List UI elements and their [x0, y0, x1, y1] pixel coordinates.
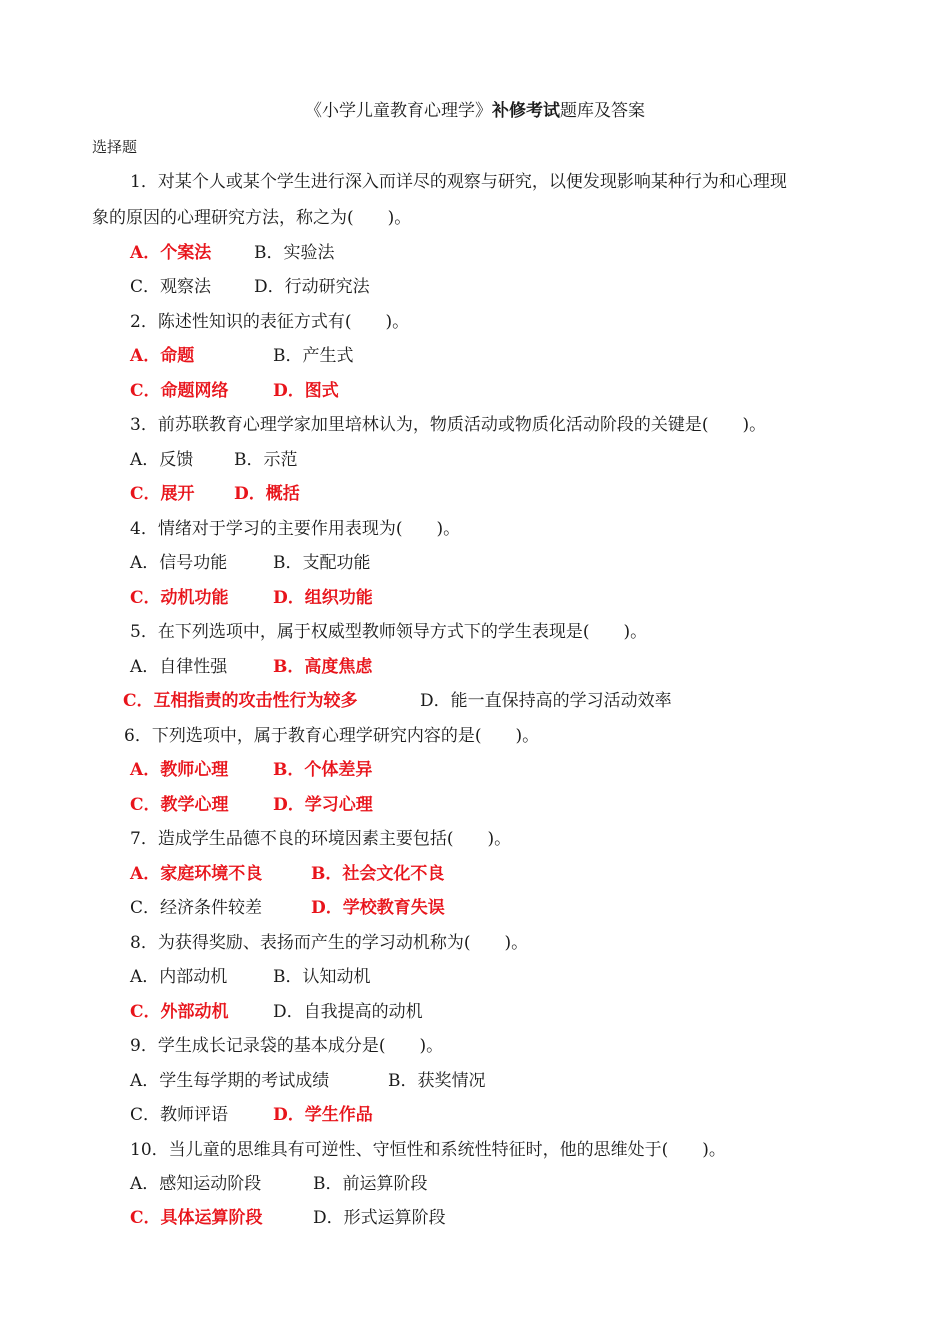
option-2c: C．命题网络	[130, 381, 229, 401]
option-6a: A．教师心理	[130, 760, 229, 780]
question-7-line-1: 7．造成学生品德不良的环境因素主要包括( )。	[130, 829, 512, 849]
option-4d: D．组织功能	[273, 588, 373, 608]
question-10-line-1: 10．当儿童的思维具有可逆性、守恒性和系统性特征时，他的思维处于( )。	[130, 1140, 726, 1160]
question-6-line-1: 6．下列选项中，属于教育心理学研究内容的是( )。	[124, 726, 540, 746]
option-1b: B．实验法	[254, 243, 335, 263]
option-4b: B．支配功能	[273, 553, 371, 573]
title-part3: 题库及答案	[560, 101, 645, 121]
question-4-line-1: 4．情绪对于学习的主要作用表现为( )。	[130, 519, 461, 539]
option-5d: D．能一直保持高的学习活动效率	[420, 691, 672, 711]
option-8a: A．内部动机	[130, 967, 228, 987]
question-8-line-1: 8．为获得奖励、表扬而产生的学习动机称为( )。	[130, 933, 529, 953]
option-7c: C．经济条件较差	[130, 898, 263, 918]
option-6b: B．个体差异	[273, 760, 373, 780]
option-8c: C．外部动机	[130, 1002, 229, 1022]
question-5-line-1: 5．在下列选项中，属于权威型教师领导方式下的学生表现是( )。	[130, 622, 648, 642]
option-1a: A．个案法	[130, 243, 212, 263]
question-9-line-1: 9．学生成长记录袋的基本成分是( )。	[130, 1036, 444, 1056]
title-part2: 补修考试	[492, 101, 560, 121]
option-8b: B．认知动机	[273, 967, 371, 987]
question-1-line-1: 1．对某个人或某个学生进行深入而详尽的观察与研究，以便发现影响某种行为和心理现	[130, 172, 787, 192]
option-3a: A．反馈	[130, 450, 194, 470]
option-4a: A．信号功能	[130, 553, 228, 573]
option-7b: B．社会文化不良	[311, 864, 445, 884]
question-2-line-1: 2．陈述性知识的表征方式有( )。	[130, 312, 410, 332]
option-6c: C．教学心理	[130, 795, 229, 815]
option-9c: C．教师评语	[130, 1105, 229, 1125]
question-3-line-1: 3．前苏联教育心理学家加里培林认为，物质活动或物质化活动阶段的关键是( )。	[130, 415, 767, 435]
option-4c: C．动机功能	[130, 588, 229, 608]
title-part1: 《小学儿童教育心理学》	[305, 101, 492, 121]
question-1-line-2: 象的原因的心理研究方法，称之为( )。	[92, 208, 412, 228]
option-5b: B．高度焦虑	[273, 657, 373, 677]
option-10d: D．形式运算阶段	[313, 1208, 446, 1228]
option-2a: A．命题	[130, 346, 195, 366]
option-6d: D．学习心理	[273, 795, 373, 815]
page-title	[0, 98, 950, 124]
option-5a: A．自律性强	[130, 657, 228, 677]
option-10a: A．感知运动阶段	[130, 1174, 262, 1194]
option-3d: D．概括	[234, 484, 300, 504]
option-7d: D．学校教育失误	[311, 898, 445, 918]
option-3c: C．展开	[130, 484, 195, 504]
option-10c: C．具体运算阶段	[130, 1208, 263, 1228]
option-8d: D．自我提高的动机	[273, 1002, 423, 1022]
option-3b: B．示范	[234, 450, 298, 470]
option-1c: C．观察法	[130, 277, 212, 297]
option-7a: A．家庭环境不良	[130, 864, 263, 884]
option-9b: B．获奖情况	[388, 1071, 486, 1091]
option-10b: B．前运算阶段	[313, 1174, 428, 1194]
section-heading: 选择题	[92, 138, 138, 156]
option-9d: D．学生作品	[273, 1105, 373, 1125]
option-5c: C．互相指责的攻击性行为较多	[123, 691, 358, 711]
option-2d: D．图式	[273, 381, 339, 401]
option-9a: A．学生每学期的考试成绩	[130, 1071, 330, 1091]
option-2b: B．产生式	[273, 346, 354, 366]
option-1d: D．行动研究法	[254, 277, 370, 297]
